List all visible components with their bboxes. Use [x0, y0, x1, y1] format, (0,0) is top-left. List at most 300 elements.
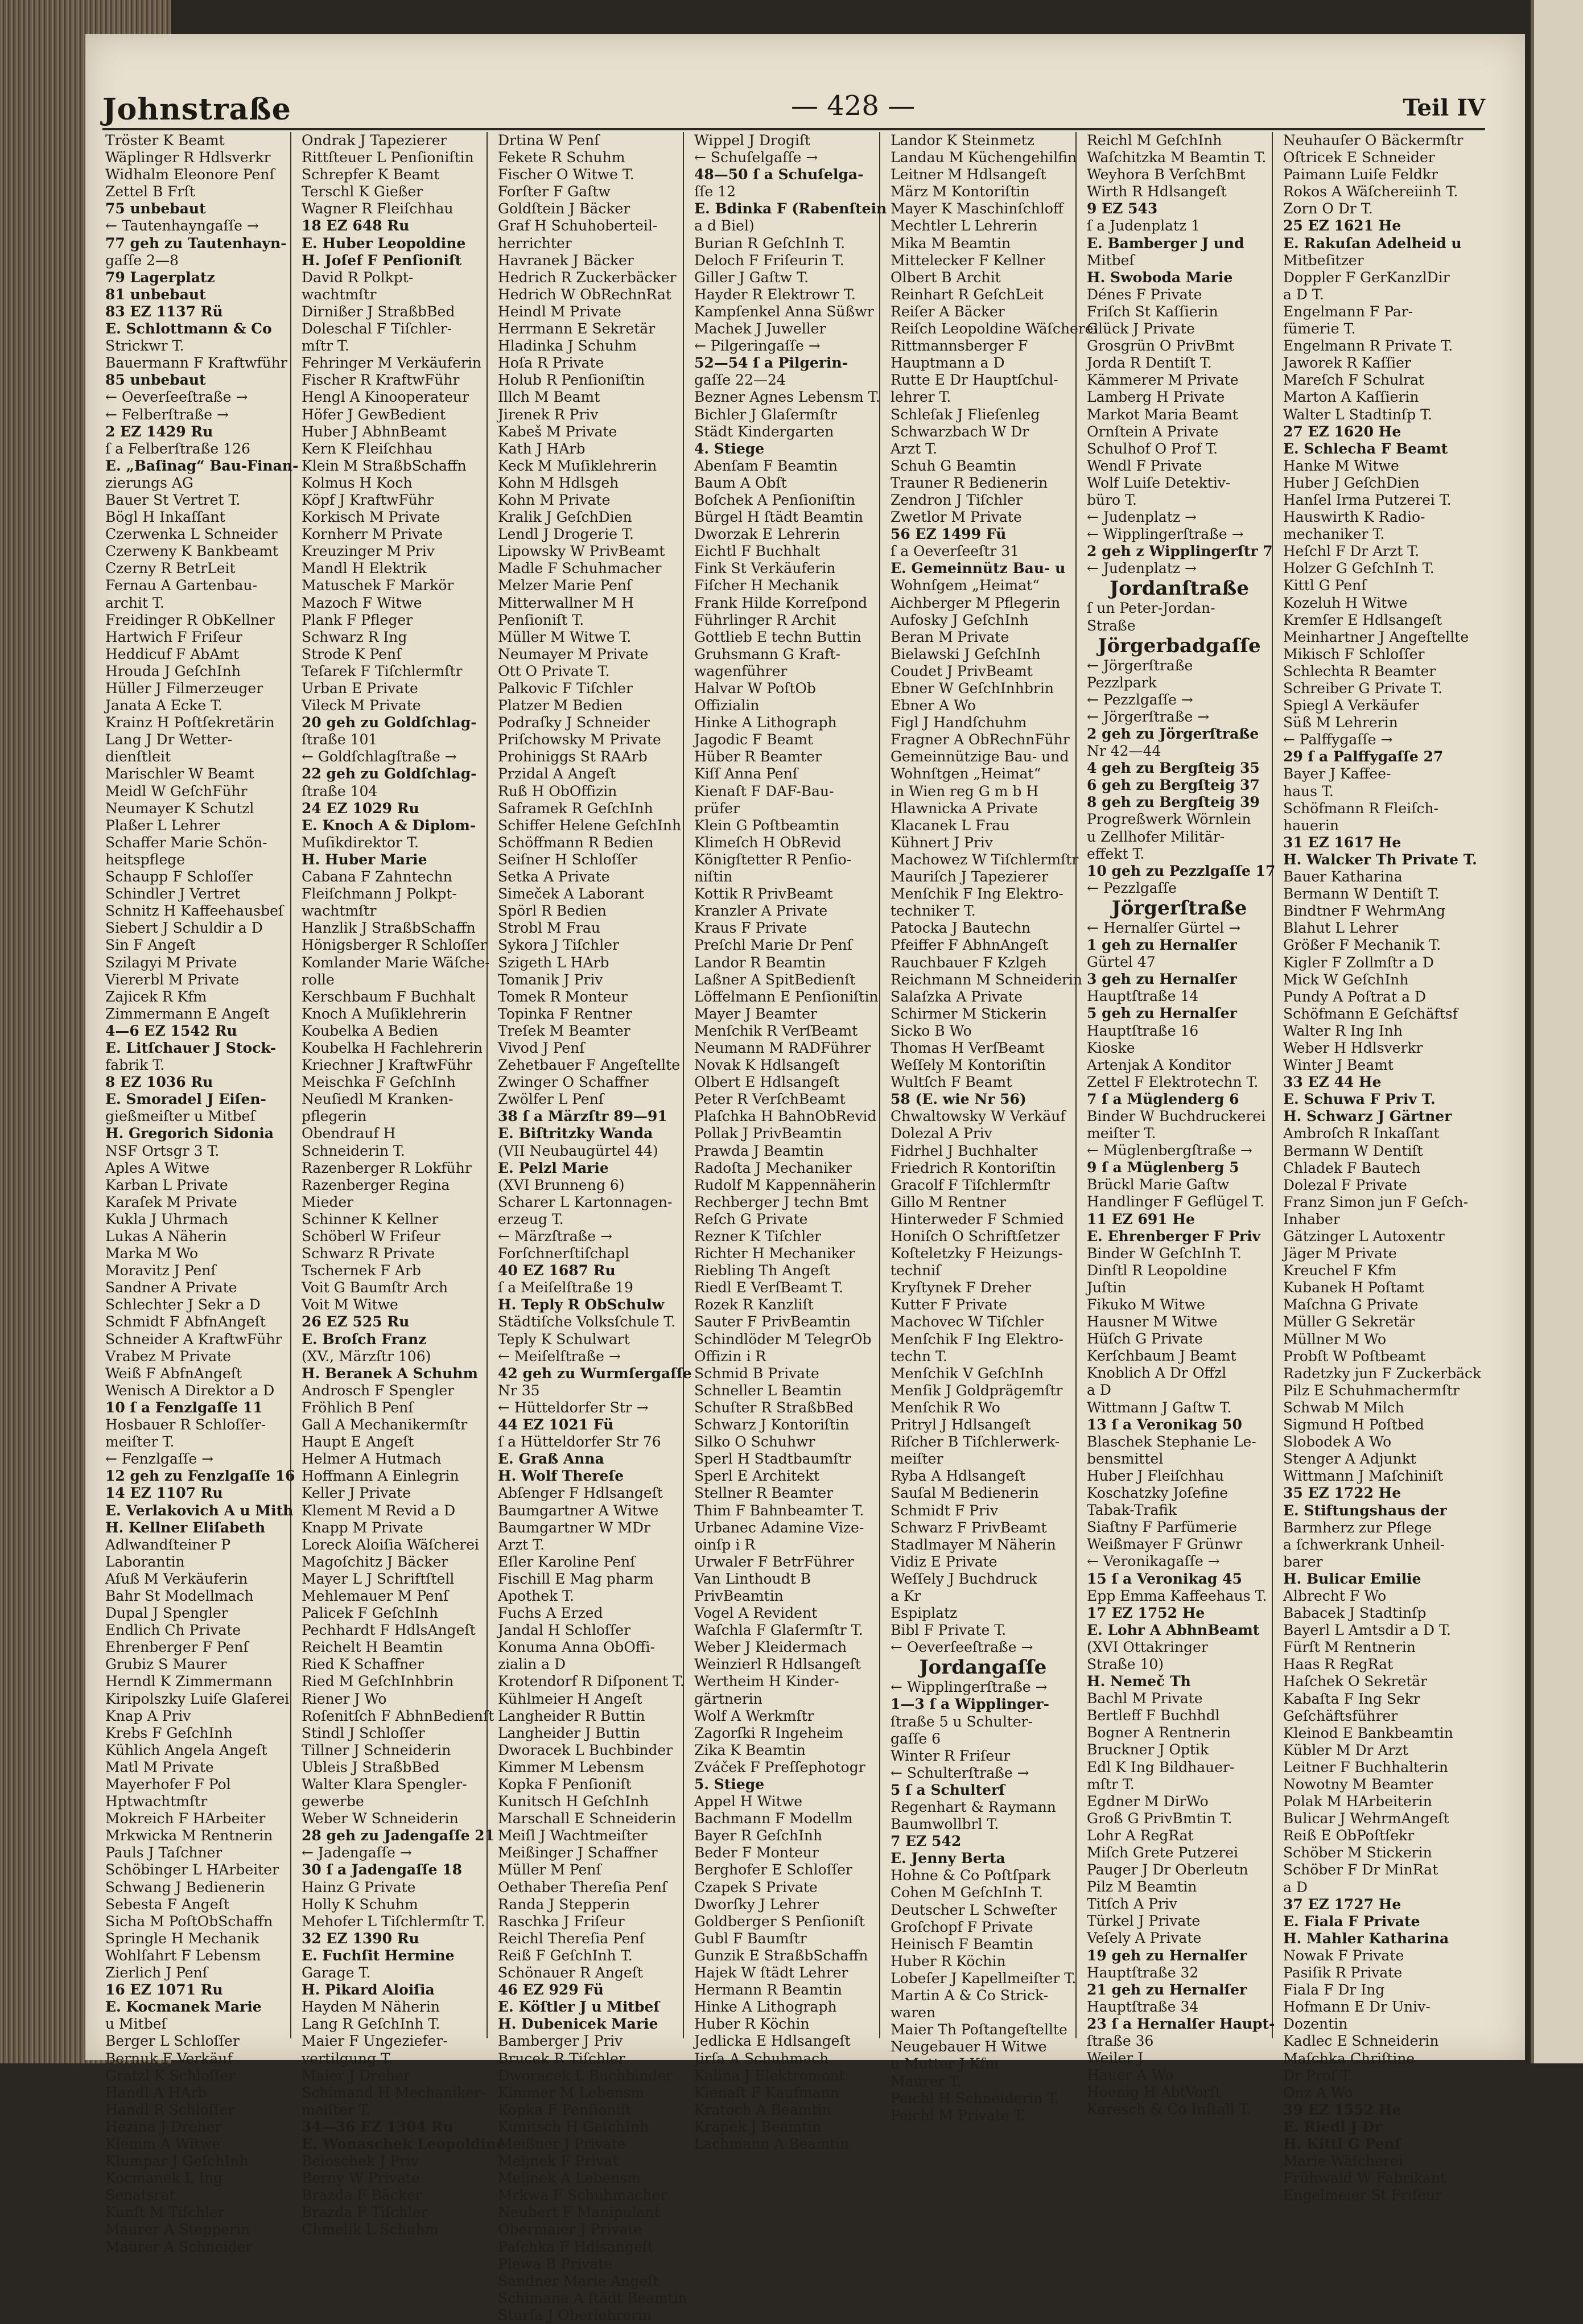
directory-entry: Engelmann R Private T.: [1283, 337, 1453, 355]
directory-entry: Neubert F Manipulant: [498, 2204, 660, 2221]
directory-entry: Jirenek R Priv: [498, 406, 599, 423]
directory-entry: ← Schulterſtraße →: [891, 1764, 1029, 1781]
directory-entry: Müller M Witwe T.: [498, 628, 632, 645]
directory-entry: 56 EZ 1499 Fü: [891, 526, 1007, 543]
column-4: [694, 132, 887, 2152]
directory-entry: Nowak F Private: [1283, 1947, 1404, 1964]
directory-entry: Oſtricek E Schneider: [1283, 149, 1435, 166]
directory-entry: Menſchik R VerſBeamt: [694, 1022, 858, 1039]
directory-entry: Wippel J Drogiſt: [694, 132, 811, 149]
directory-entry: Bertleff F Buchhdl: [1087, 1707, 1220, 1724]
directory-entry: Pfeiffer F AbhnAngeſt: [891, 937, 1049, 954]
directory-entry: Koubelka A Bedien: [302, 1022, 439, 1039]
directory-entry: Vogel A Revident: [694, 1605, 818, 1622]
directory-entry: büro T.: [1087, 491, 1137, 508]
directory-entry: Forſchnerſtiſchapl: [498, 1245, 629, 1262]
directory-entry: Rudolf M Kappennäherin: [694, 1176, 876, 1193]
directory-entry: Tomek R Monteur: [498, 988, 628, 1005]
directory-entry: Hönigsberger R Schloſſer: [302, 937, 487, 954]
directory-entry: a D T.: [1283, 286, 1324, 303]
directory-entry: Dworſky J Lehrer: [694, 1896, 819, 1913]
directory-entry: Bachmann F Modellm: [694, 1810, 853, 1827]
directory-entry: 13 ſ a Veronikag 50: [1087, 1416, 1242, 1433]
directory-entry: Zwetlor M Private: [891, 509, 1022, 526]
directory-entry: Kocmanek L Ing: [105, 2170, 223, 2187]
directory-entry: E. Gemeinnütz Bau- u: [891, 560, 1066, 577]
directory-entry: Burian R GeſchInh T.: [694, 234, 846, 252]
directory-entry: Abenſam F Beamtin: [694, 457, 838, 474]
directory-entry: Brazda F Tiſchler: [302, 2204, 428, 2221]
directory-entry: ← Jörgerſtraße: [1087, 657, 1193, 674]
directory-entry: Schöfmann E Geſchäftsf: [1283, 1005, 1458, 1022]
directory-entry: Lendl J Drogerie T.: [498, 526, 634, 543]
directory-entry: Kühnert J Priv: [891, 834, 994, 851]
directory-entry: Ornſtein A Private: [1087, 423, 1219, 440]
column-2: [302, 132, 505, 2238]
directory-entry: Hoenig H AbtVorſt: [1087, 2084, 1221, 2101]
directory-entry: ſtraße 36: [1087, 2033, 1154, 2050]
directory-entry: E. Wonaschek Leopoldine: [302, 2135, 505, 2152]
directory-entry: Laborantin: [105, 1553, 185, 1570]
directory-entry: Bermann W Dentiſt: [1283, 1142, 1423, 1159]
directory-entry: ſſe 12: [694, 183, 736, 200]
directory-entry: Sandner Marie Angeſt: [498, 2272, 659, 2289]
directory-entry: Offizialin: [694, 697, 760, 714]
directory-entry: ← Veronikagaſſe →: [1087, 1553, 1220, 1570]
directory-entry: Kiſſ Anna Penſ: [694, 765, 798, 782]
directory-entry: Sicha M PoſtObSchaffn: [105, 1913, 273, 1930]
directory-entry: Herrmann E Sekretär: [498, 320, 656, 337]
directory-entry: Beran M Private: [891, 628, 1009, 645]
directory-entry: Freidinger R ObKellner: [105, 611, 275, 628]
directory-entry: Paimann Luiſe Feldkr: [1283, 166, 1438, 183]
directory-entry: Lipowsky W PrivBeamt: [498, 543, 665, 560]
directory-entry: Marka M Wo: [105, 1245, 199, 1262]
directory-entry: Maier J Dreher: [302, 2067, 410, 2084]
directory-entry: Walter Klara Spengler-: [302, 1776, 467, 1793]
directory-entry: ← Fenzlgaſſe →: [105, 1451, 214, 1468]
directory-entry: Blahut L Lehrer: [1283, 920, 1399, 937]
directory-entry: Riebling Th Angeſt: [694, 1262, 830, 1279]
directory-entry: Hüller J Filmerzeuger: [105, 680, 263, 697]
directory-entry: Weſſely J Buchdruck: [891, 1570, 1037, 1587]
directory-entry: Rechberger J techn Bmt: [694, 1193, 869, 1210]
directory-entry: 1 geh zu Hernalſer: [1087, 937, 1237, 954]
directory-entry: Widhalm Eleonore Penſ: [105, 166, 275, 183]
directory-entry: Koubelka H Fachlehrerin: [302, 1039, 483, 1056]
directory-entry: Holly K Schuhm: [302, 1896, 418, 1913]
directory-entry: Cabana F Zahntechn: [302, 868, 452, 885]
directory-entry: lehrer T.: [891, 389, 951, 406]
directory-entry: E. Broſch Franz: [302, 1330, 427, 1348]
directory-entry: Zwölfer L Penſ: [498, 1091, 604, 1108]
directory-entry: Landor R Beamtin: [694, 954, 826, 971]
directory-entry: ← Meiſelſtraße →: [498, 1348, 621, 1365]
directory-entry: Hajek W ſtädt Lehrer: [694, 1964, 848, 1981]
directory-entry: Schönauer R Angeſt: [498, 1964, 644, 1981]
directory-entry: Mandl H Elektrik: [302, 560, 427, 577]
directory-entry: Hauptmann a D: [891, 355, 1005, 372]
directory-entry: Meischka F GeſchInh: [302, 1074, 456, 1091]
directory-entry: Hüſch G Private: [1087, 1330, 1203, 1348]
directory-entry: hauerin: [1283, 817, 1339, 834]
directory-entry: Bogner A Rentnerin: [1087, 1724, 1231, 1741]
directory-entry: Laßner A SpitBedienſt: [694, 971, 856, 988]
directory-entry: Hainz G Private: [302, 1878, 416, 1896]
directory-entry: Schöbinger L HArbeiter: [105, 1861, 279, 1878]
directory-entry: H. Teply R ObSchulw: [498, 1296, 665, 1313]
directory-entry: Marie Wäſcherei: [1283, 2153, 1403, 2170]
directory-entry: Probſt W Poſtbeamt: [1283, 1348, 1426, 1365]
directory-entry: Setka A Private: [498, 868, 610, 885]
directory-entry: Scharer L Kartonnagen-: [498, 1193, 673, 1210]
directory-entry: Dinſtl R Leopoldine: [1087, 1262, 1227, 1279]
directory-entry: Albrecht F Wo: [1283, 1587, 1387, 1604]
directory-entry: (XVI Brunneng 6): [498, 1176, 625, 1193]
directory-entry: E. Schlottmann & Co: [105, 320, 272, 337]
directory-entry: Thomas H VerſBeamt: [891, 1039, 1045, 1056]
directory-entry: Hüber R Beamter: [694, 748, 822, 765]
directory-entry: Berny W Private: [302, 2170, 420, 2187]
directory-entry: Bibl F Private T.: [891, 1622, 1007, 1639]
directory-entry: H. Schwarz J Gärtner: [1283, 1108, 1452, 1125]
directory-entry: Walter R Ing Inh: [1283, 1022, 1403, 1039]
directory-entry: ← Goldſchlagſtraße →: [302, 748, 457, 765]
directory-entry: Peichl H Schneiderin T.: [891, 2090, 1060, 2107]
directory-entry: Adlwandſteiner P: [105, 1536, 231, 1553]
directory-entry: 81 unbebaut: [105, 286, 206, 303]
directory-entry: gärtnerin: [694, 1690, 762, 1707]
directory-entry: Plank F Pfleger: [302, 611, 413, 628]
directory-entry: Brückl Marie Gaſtw: [1087, 1176, 1230, 1193]
directory-entry: Heinisch F Beamtin: [891, 1935, 1033, 1952]
directory-entry: Jorda R Dentiſt T.: [1087, 355, 1212, 372]
directory-entry: Kolmus H Koch: [302, 474, 413, 491]
directory-entry: Lamberg H Private: [1087, 389, 1225, 406]
directory-entry: Siebert J Schuldir a D: [105, 920, 263, 937]
directory-entry: mechaniker T.: [1283, 526, 1385, 543]
directory-entry: Aples A Witwe: [105, 1159, 210, 1176]
directory-entry: Grubiz S Maurer: [105, 1656, 227, 1673]
directory-entry: 58 (E. wie Nr 56): [891, 1091, 1027, 1108]
directory-entry: 33 EZ 44 He: [1283, 1074, 1382, 1091]
directory-entry: ſ a Oeverſeeſtr 31: [891, 543, 1020, 560]
directory-entry: Melzer Marie Penſ: [498, 577, 632, 594]
directory-entry: Huber R Köchin: [694, 2016, 810, 2033]
directory-entry: Deloch F Friſeurin T.: [694, 252, 844, 269]
directory-entry: Olbert E Hdlsangeſt: [694, 1074, 840, 1091]
directory-entry: ſtraße 101: [302, 731, 378, 748]
directory-entry: Richter H Mechaniker: [694, 1245, 855, 1262]
directory-entry: Chmelik L Schuhm: [302, 2221, 439, 2238]
directory-entry: Süß M Lehrerin: [1283, 714, 1398, 731]
directory-entry: Plaſchka H BahnObRevid: [694, 1108, 877, 1125]
directory-entry: Rozek R Kanzliſt: [694, 1296, 814, 1313]
directory-entry: Reiß E ObPoſtſekr: [1283, 1827, 1415, 1844]
directory-entry: Fischer R KraftwFühr: [302, 372, 460, 389]
directory-entry: Schimand H Mechaniker-: [302, 2084, 486, 2101]
directory-entry: Marton A Kaſſierin: [1283, 389, 1419, 406]
directory-entry: Kämmerer M Private: [1087, 372, 1239, 389]
directory-entry: Schmidt F AbfnAngeſt: [105, 1313, 266, 1330]
directory-entry: Doleschal F Tiſchler-: [302, 320, 452, 337]
directory-entry: Bayerl L Amtsdir a D T.: [1283, 1622, 1451, 1639]
directory-entry: E. Biſtritzky Wanda: [498, 1125, 653, 1142]
directory-entry: Mick W GeſchInh: [1283, 971, 1409, 988]
directory-entry: Bielawski J GeſchInh: [891, 645, 1041, 662]
directory-entry: Neuſiedl M Kranken-: [302, 1091, 454, 1108]
directory-entry: Titſch A Priv: [1087, 1896, 1177, 1913]
directory-entry: Kratoch A Beamtin: [694, 2101, 831, 2118]
directory-entry: 10 ſ a Fenzlgaſſe 11: [105, 1399, 263, 1416]
directory-entry: Waſchitzka M Beamtin T.: [1087, 149, 1267, 166]
directory-entry: Haupt E Angeſt: [302, 1433, 414, 1451]
directory-entry: ſtraße 104: [302, 782, 378, 800]
directory-entry: Van Linthoudt B: [694, 1570, 811, 1587]
directory-entry: Hinke A Lithograph: [694, 1999, 837, 2016]
directory-entry: Fiſcher H Mechanik: [694, 577, 839, 594]
directory-entry: Klein M StraßbSchaffn: [302, 457, 467, 474]
directory-entry: Appel H Witwe: [694, 1793, 803, 1810]
directory-entry: Krebs F GeſchInh: [105, 1724, 233, 1741]
directory-entry: Klimeſch H ObRevid: [694, 834, 842, 851]
directory-entry: 14 EZ 1107 Ru: [105, 1485, 223, 1502]
directory-entry: Blaschek Stephanie Le-: [1087, 1433, 1256, 1450]
directory-entry: Keck M Muſiklehrerin: [498, 457, 657, 474]
directory-entry: 19 geh zu Hernalſer: [1087, 1947, 1247, 1964]
directory-entry: Neumayer M Private: [498, 645, 649, 662]
directory-entry: Groſchopf F Private: [891, 1918, 1033, 1935]
directory-entry: Cohen M GeſchInh T.: [891, 1884, 1043, 1901]
directory-entry: Brucek R Tiſchler: [498, 2050, 625, 2067]
directory-entry: Drtina W Penſ: [498, 132, 600, 149]
directory-entry: Pechhardt F HdlsAngeſt: [302, 1622, 476, 1639]
directory-entry: Hanſel Irma Putzerei T.: [1283, 491, 1452, 508]
directory-entry: Treſek M Beamter: [498, 1022, 630, 1039]
directory-entry: Mehofer L Tiſchlermſtr T.: [302, 1913, 485, 1930]
directory-entry: Heddicuf F AbAmt: [105, 645, 240, 662]
directory-entry: Fehringer M Verkäuferin: [302, 355, 481, 372]
directory-entry: Mayer K Maschinſchloff: [891, 200, 1063, 217]
directory-entry: ← Hernalſer Gürtel →: [1087, 919, 1241, 936]
directory-entry: 5 ſ a Schulterſ: [891, 1781, 1005, 1798]
directory-entry: Honiſch O Schriftſetzer: [891, 1228, 1060, 1245]
directory-entry: u Mutter J Kfm: [891, 2055, 999, 2072]
directory-entry: 3 geh zu Hernalſer: [1087, 971, 1237, 988]
directory-entry: zialin a D: [498, 1656, 566, 1673]
directory-entry: Kabaſta F Ing Sekr: [1283, 1690, 1420, 1707]
directory-entry: Abſenger F Hdlsangeſt: [498, 1485, 663, 1502]
directory-entry: Menſik J Goldprägemſtr: [891, 1382, 1063, 1399]
directory-entry: Pasiſik R Private: [1283, 1964, 1403, 1981]
directory-entry: Fink St Verkäuferin: [694, 560, 836, 577]
directory-entry: PrivBeamtin: [694, 1587, 784, 1604]
directory-entry: Dworacek L Buchbinder: [498, 1741, 673, 1758]
directory-entry: Novak K Hdlsangeſt: [694, 1057, 840, 1074]
directory-entry: Bulicar J WehrmAngeſt: [1283, 1810, 1449, 1827]
directory-entry: a D: [1087, 1382, 1111, 1399]
directory-entry: Korkisch M Private: [302, 509, 440, 526]
directory-entry: Reichl Thereſia Penſ: [498, 1930, 645, 1947]
directory-entry: Kohn M Hdlsgeh: [498, 474, 619, 491]
directory-entry: Schreiber G Private T.: [1283, 680, 1443, 697]
directory-entry: Boſchek A Penſioniſtin: [694, 491, 856, 508]
column-7: [1283, 132, 1482, 2204]
directory-entry: 46 EZ 929 Fü: [498, 1981, 604, 1999]
directory-entry: 24 EZ 1029 Ru: [302, 800, 419, 817]
directory-entry: Winter J Beamt: [1283, 1057, 1394, 1074]
directory-entry: Wohnſtgen „Heimat“: [891, 765, 1041, 782]
directory-entry: Weinzierl R Hdlsangeſt: [694, 1656, 861, 1673]
directory-entry: Hauptſtraße 14: [1087, 988, 1199, 1005]
directory-entry: Mechtler L Lehrerin: [891, 217, 1038, 234]
directory-entry: Apothek T.: [498, 1587, 575, 1604]
directory-entry: Zierlich J Penſ: [105, 1964, 208, 1981]
directory-entry: 20 geh zu Goldſchlag-: [302, 714, 477, 731]
directory-entry: Bahr St Modellmach: [105, 1587, 254, 1604]
directory-entry: Patocka J Bautechn: [891, 920, 1031, 937]
directory-entry: Grosgrün O PrivBmt: [1087, 337, 1235, 355]
directory-entry: Heſchl F Dr Arzt T.: [1283, 543, 1420, 560]
directory-entry: Maier F Ungeziefer-: [302, 2033, 448, 2050]
directory-entry: Radoſta J Mechaniker: [694, 1159, 852, 1176]
directory-entry: zierungs AG: [105, 474, 193, 491]
directory-entry: 12 geh zu Fenzlgaſſe 16: [105, 1468, 295, 1485]
directory-entry: Mitbeſitzer: [1283, 252, 1364, 269]
directory-entry: Schöber M Stickerin: [1283, 1844, 1432, 1861]
directory-entry: Regenhart & Raymann: [891, 1799, 1056, 1815]
directory-entry: gießmeiſter u Mitbeſ: [105, 1108, 255, 1125]
directory-entry: 9 EZ 543: [1087, 200, 1158, 217]
directory-entry: Lobeſer J Kapellmeiſter T.: [891, 1969, 1077, 1987]
adjacent-page-edge: [1531, 0, 1583, 2063]
directory-entry: Schiffer Helene GeſchInh: [498, 817, 682, 834]
directory-entry: Endlich Ch Private: [105, 1622, 241, 1639]
directory-entry: Maſchka Chriſtine: [1283, 2050, 1415, 2067]
directory-entry: Kalina J Elektromont: [694, 2067, 845, 2084]
directory-entry: Schwarz F PrivBeamt: [891, 1519, 1047, 1536]
directory-entry: Graf H Schuhoberteil-: [498, 217, 658, 234]
directory-entry: Zehetbauer F Angeſtellte: [498, 1057, 680, 1074]
directory-entry: meiſter T.: [302, 2101, 371, 2118]
directory-entry: Edl K Ing Bildhauer-: [1087, 1758, 1235, 1775]
directory-entry: Hayder R Elektrowr T.: [694, 286, 856, 303]
directory-entry: 2 geh z Wipplingerſtr 7: [1087, 543, 1273, 560]
directory-entry: 5. Stiege: [694, 1776, 765, 1793]
directory-entry: ← Jörgerſtraße →: [1087, 708, 1210, 725]
directory-entry: Aichberger M Pflegerin: [891, 594, 1061, 611]
directory-entry: H. Wolf Thereſe: [498, 1468, 624, 1485]
directory-entry: Czerweny K Bankbeamt: [105, 543, 279, 560]
directory-entry: Marischler W Beamt: [105, 765, 254, 782]
directory-entry: Raschka J Friſeur: [498, 1913, 625, 1930]
directory-entry: Baumgartner W MDr: [498, 1519, 651, 1536]
directory-entry: Berghofer E Schloſſer: [694, 1861, 852, 1878]
directory-entry: Kutter F Private: [891, 1296, 1007, 1313]
directory-entry: Goldſtein J Bäcker: [498, 200, 630, 217]
directory-entry: ſ un Peter-Jordan-: [1087, 600, 1215, 617]
directory-entry: Schuſter R StraßbBed: [694, 1399, 854, 1416]
directory-entry: a ſchwerkrank Unheil-: [1283, 1536, 1445, 1553]
directory-entry: Dr Prof T.: [1283, 2067, 1353, 2084]
directory-entry: Fröhlich B Penſ: [302, 1399, 414, 1416]
directory-entry: Markot Maria Beamt: [1087, 406, 1238, 423]
directory-entry: Plewa B Private: [498, 2255, 612, 2272]
directory-entry: Platzer M Bedien: [498, 697, 623, 714]
directory-entry: Forſter F Gaſtw: [498, 183, 611, 200]
directory-entry: Szigeth L HArb: [498, 954, 609, 971]
directory-entry: Hauptſtraße 16: [1087, 1022, 1199, 1039]
directory-entry: Zettel B Frſt: [105, 183, 195, 200]
directory-entry: Sperl H Stadtbaumſtr: [694, 1451, 851, 1468]
directory-entry: Mitterwallner M H: [498, 594, 634, 611]
directory-entry: Schwarz J Kontoriſtin: [694, 1416, 850, 1433]
directory-entry: Giller J Gaſtw T.: [694, 269, 809, 286]
directory-entry: E. Fuchſit Hermine: [302, 1947, 455, 1964]
directory-entry: heitspflege: [105, 851, 185, 868]
directory-entry: Obermaier J Private: [498, 2221, 642, 2238]
directory-entry: Knap A Priv: [105, 1707, 191, 1724]
directory-entry: Tröster K Beamt: [105, 132, 225, 149]
directory-entry: Veſely A Private: [1087, 1930, 1202, 1947]
directory-entry: Jörgerbadgaſſe: [1098, 634, 1261, 657]
directory-entry: Wendl F Private: [1087, 457, 1202, 474]
directory-entry: Wirth R Hdlsangeſt: [1087, 183, 1227, 200]
directory-entry: E. Smoradel J Eiſen-: [105, 1091, 266, 1108]
directory-entry: Hauptſtraße 32: [1087, 1964, 1199, 1981]
directory-entry: Mikisch F Schloſſer: [1283, 645, 1425, 662]
directory-entry: Hrouda J GeſchInh: [105, 662, 241, 679]
directory-entry: Sin F Angeſt: [105, 937, 196, 954]
directory-entry: Ambroſch R Inkaſſant: [1283, 1125, 1440, 1142]
directory-entry: Strobl M Frau: [498, 920, 600, 937]
directory-entry: Schindlöder M TelegrOb: [694, 1330, 872, 1348]
column-1: [105, 132, 299, 2255]
directory-entry: ← Müglenbergſtraße →: [1087, 1142, 1252, 1159]
directory-entry: Thim F Bahnbeamter T.: [694, 1502, 864, 1519]
directory-entry: 8 geh zu Bergſteig 39: [1087, 794, 1260, 811]
directory-entry: Haas R RegRat: [1283, 1656, 1394, 1673]
directory-entry: Meljnek F Privat: [498, 2153, 619, 2170]
directory-entry: Hinke A Lithograph: [694, 714, 837, 731]
directory-entry: Zajicek R Kfm: [105, 988, 207, 1005]
directory-entry: 26 EZ 525 Ru: [302, 1313, 410, 1330]
directory-entry: Maſchna G Private: [1283, 1296, 1419, 1313]
directory-entry: Stellner R Beamter: [694, 1485, 834, 1502]
directory-entry: Hedrich R Zuckerbäcker: [498, 269, 677, 286]
directory-entry: fümerie T.: [1283, 320, 1356, 337]
directory-entry: Mittelecker F Kellner: [891, 252, 1046, 269]
directory-entry: mſtr T.: [1087, 1775, 1135, 1793]
directory-entry: Wertheim H Kinder-: [694, 1673, 839, 1690]
directory-entry: 16 EZ 1071 Ru: [105, 1981, 223, 1999]
directory-entry: Müllner M Wo: [1283, 1330, 1387, 1348]
directory-entry: Sicko B Wo: [891, 1022, 972, 1039]
directory-entry: Löffelmann E Penſioniſtin: [694, 988, 879, 1005]
directory-entry: Reichl M GeſchInh: [1087, 132, 1222, 149]
directory-entry: Ott O Private T.: [498, 662, 610, 679]
directory-entry: Chwaltowsky W Verkäuf: [891, 1108, 1066, 1125]
directory-entry: Loreck Aloiſia Wäſcherei: [302, 1536, 480, 1553]
directory-entry: ← Hütteldorfer Str →: [498, 1399, 649, 1416]
directory-entry: E. Ehrenberger F Priv: [1087, 1227, 1261, 1245]
directory-entry: 29 ſ a Palffygaſſe 27: [1283, 748, 1444, 765]
directory-entry: Ubleis J StraßbBed: [302, 1758, 440, 1775]
directory-entry: Groß G PrivBmtin T.: [1087, 1810, 1232, 1827]
directory-entry: 75 unbebaut: [105, 200, 206, 217]
directory-entry: 79 Lagerplatz: [105, 269, 215, 286]
directory-entry: Huber R Köchin: [891, 1952, 1006, 1969]
